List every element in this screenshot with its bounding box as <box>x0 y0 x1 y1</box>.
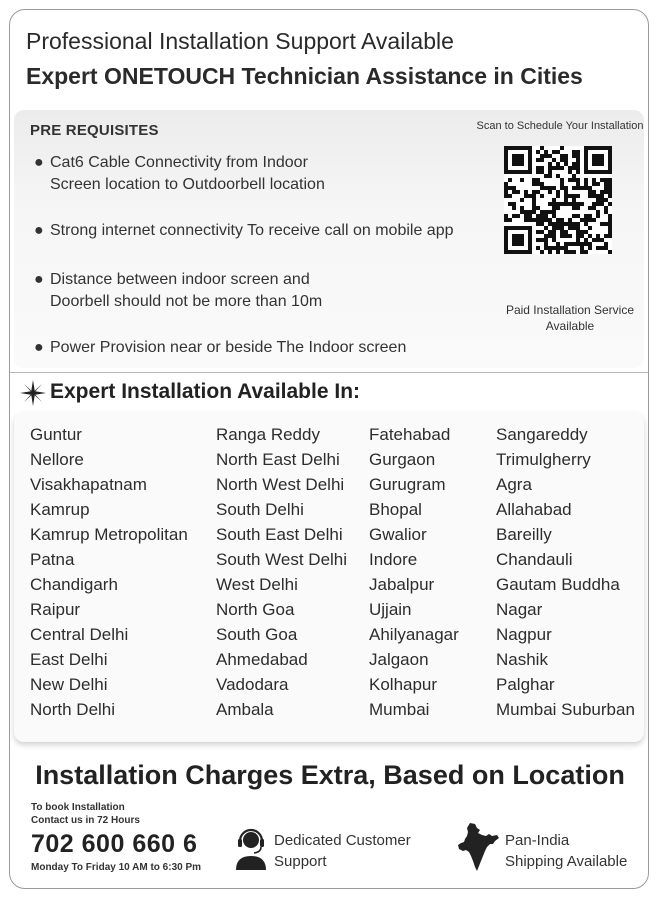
city-item: South Delhi <box>216 500 304 519</box>
city-column <box>216 422 347 722</box>
city-item: East Delhi <box>30 650 108 669</box>
city-item: Ujjain <box>369 600 412 619</box>
ship-line-2: Shipping Available <box>505 853 628 870</box>
city-item: Sangareddy <box>496 425 588 444</box>
city-item: Allahabad <box>496 500 572 519</box>
prerequisite-line: Distance between indoor screen and <box>50 271 310 288</box>
city-item: Jabalpur <box>369 575 435 594</box>
city-item: Bareilly <box>496 525 552 544</box>
city-item: Nellore <box>30 450 84 469</box>
city-item: North Goa <box>216 600 295 619</box>
city-item: Nashik <box>496 650 548 669</box>
city-item: Chandigarh <box>30 575 118 594</box>
installation-charges-note: Installation Charges Extra, Based on Location <box>35 760 625 790</box>
city-column <box>30 422 188 722</box>
installation-card <box>9 9 649 889</box>
city-item: Gurugram <box>369 475 446 494</box>
city-item: Fatehabad <box>369 425 451 444</box>
city-item: Ahmedabad <box>216 650 308 669</box>
city-item: Kamrup <box>30 500 90 519</box>
city-item: Gwalior <box>369 525 427 544</box>
paid-line-2: Available <box>545 319 595 333</box>
city-item: Jalgaon <box>369 650 429 669</box>
city-item: Kolhapur <box>369 675 438 694</box>
support-line-1: Dedicated Customer <box>274 832 411 849</box>
city-item: Nagpur <box>496 625 552 644</box>
section-divider <box>10 372 649 373</box>
starburst-icon <box>20 380 46 406</box>
city-item: Agra <box>496 475 532 494</box>
city-item: Ranga Reddy <box>216 425 320 444</box>
city-item: Vadodara <box>216 675 289 694</box>
city-item: South Goa <box>216 625 298 644</box>
city-item: Indore <box>369 550 418 569</box>
qr-code-icon[interactable] <box>504 146 612 254</box>
prerequisite-line: Screen location to Outdoorbell location <box>50 176 325 193</box>
city-item: North East Delhi <box>216 450 340 469</box>
city-item: North Delhi <box>30 700 116 719</box>
ship-line-1: Pan-India <box>505 832 570 849</box>
city-item: Patna <box>30 550 75 569</box>
city-item: Ahilyanagar <box>369 625 459 644</box>
city-item: Bhopal <box>369 500 422 519</box>
prerequisite-line: Strong internet connectivity To receive call on mobile app <box>50 222 454 239</box>
city-item: Mumbai <box>369 700 430 719</box>
city-item: Central Delhi <box>30 625 129 644</box>
city-item: Chandauli <box>496 550 573 569</box>
city-item: Mumbai Suburban <box>496 700 635 719</box>
city-item: Raipur <box>30 600 81 619</box>
city-item: Gautam Buddha <box>496 575 620 594</box>
prerequisites-heading: PRE REQUISITES <box>30 122 159 139</box>
paid-line-1: Paid Installation Service <box>505 303 635 317</box>
bullet-dot: ● <box>34 271 44 288</box>
support-hours: Monday To Friday 10 AM to 6:30 Pm <box>31 862 202 873</box>
india-map-icon <box>456 822 500 872</box>
pan-india-shipping-label <box>505 830 627 872</box>
city-item: West Delhi <box>216 575 298 594</box>
city-item: Visakhapatnam <box>30 475 147 494</box>
prerequisite-line: Power Provision near or beside The Indoor screen <box>50 339 407 356</box>
city-item: Gurgaon <box>369 450 436 469</box>
prerequisite-line: Doorbell should not be more than 10m <box>50 293 323 310</box>
book-installation-label: To book Installation <box>31 802 125 813</box>
city-item: Ambala <box>216 700 274 719</box>
contact-window-label: Contact us in 72 Hours <box>31 815 140 826</box>
city-item: Guntur <box>30 425 82 444</box>
city-item: Palghar <box>496 675 555 694</box>
city-column <box>496 422 635 722</box>
prerequisite-line: Cat6 Cable Connectivity from Indoor <box>50 154 308 171</box>
bullet-dot: ● <box>34 339 44 356</box>
expert-installation-heading: Expert Installation Available In: <box>50 380 361 403</box>
bullet-dot: ● <box>34 222 44 239</box>
city-item: Trimulgherry <box>496 450 591 469</box>
headset-support-icon <box>234 826 268 870</box>
city-item: South East Delhi <box>216 525 343 544</box>
qr-caption: Scan to Schedule Your Installation <box>476 120 644 132</box>
phone-number[interactable]: 702 600 660 6 <box>31 830 198 858</box>
city-item: North West Delhi <box>216 475 345 494</box>
dedicated-support-label <box>274 830 411 872</box>
city-item: New Delhi <box>30 675 108 694</box>
title-line-2: Expert ONETOUCH Technician Assistance in Cities <box>26 63 583 89</box>
title-line-1: Professional Installation Support Available <box>26 28 454 54</box>
city-column <box>369 422 459 722</box>
city-item: Kamrup Metropolitan <box>30 525 188 544</box>
city-item: Nagar <box>496 600 543 619</box>
bullet-dot: ● <box>34 154 44 171</box>
city-item: South West Delhi <box>216 550 348 569</box>
support-line-2: Support <box>274 853 327 870</box>
paid-installation-caption <box>480 302 649 334</box>
